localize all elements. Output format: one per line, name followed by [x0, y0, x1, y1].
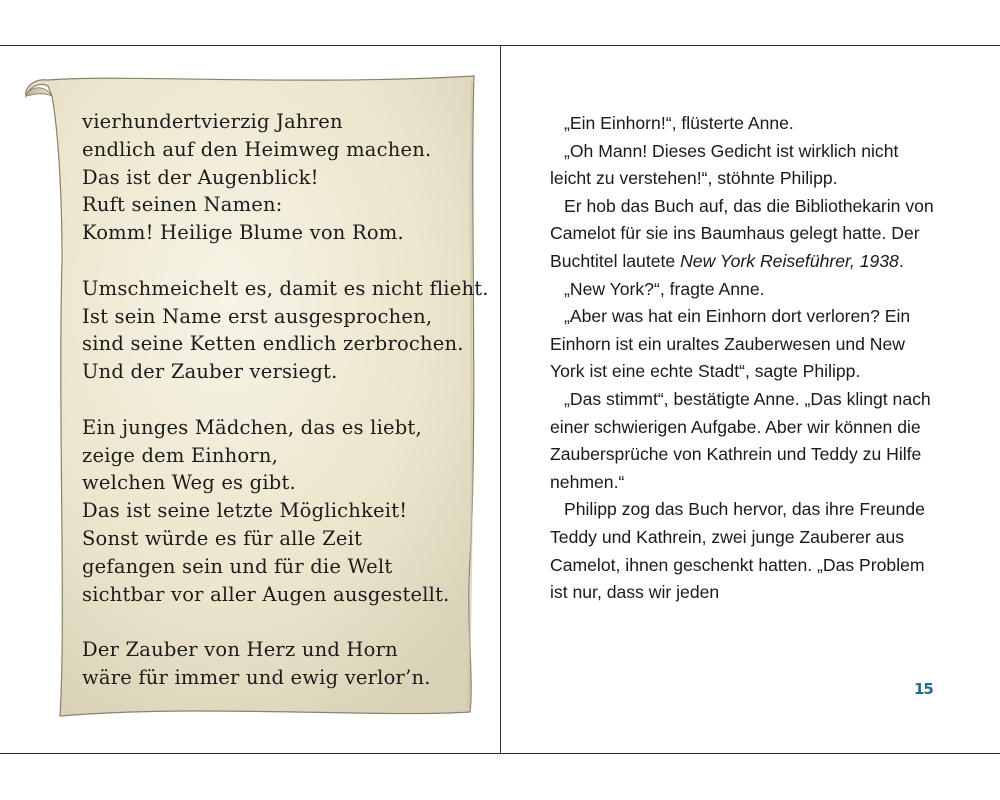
page-number: 15 [914, 680, 933, 698]
poem-line: Und der Zauber versiegt. [82, 360, 338, 384]
poem [82, 108, 489, 692]
paragraph-text: Er hob das Buch auf, das die Bibliothekarin von Camelot für sie ins Baumhaus gelegt hatte. Der Buchtitel lautete [550, 195, 934, 271]
poem-line: Ruft seinen Namen: [82, 193, 283, 217]
poem-line: Das ist seine letzte Möglichkeit! [82, 499, 408, 523]
poem-line: Komm! Heilige Blume von Rom. [82, 221, 404, 245]
poem-line: Ist sein Name erst ausgesprochen, [82, 304, 433, 328]
paragraph: „Ein Einhorn!“, flüsterte Anne. [564, 113, 794, 133]
story-text [550, 110, 940, 607]
paragraph: „Das stimmt“, bestätigte Anne. „Das klingt nach einer schwierigen Aufgabe. Aber wir können die Zaubersprüche von Kathrein und Teddy zu Hilfe nehmen.“ [550, 388, 931, 492]
paragraph: „Oh Mann! Dieses Gedicht ist wirklich nicht leicht zu verstehen!“, stöhnte Philipp. [550, 140, 899, 189]
poem-line: Sonst würde es für alle Zeit [82, 526, 363, 550]
poem-stanza-3 [82, 414, 462, 609]
poem-stanza-4 [82, 636, 462, 692]
poem-line: endlich auf den Heimweg machen. [82, 137, 432, 161]
page-gutter [500, 45, 501, 754]
poem-line: vierhundertvierzig Jahren [82, 110, 343, 133]
poem-stanza-2 [82, 275, 489, 386]
paragraph [550, 193, 940, 276]
poem-line: zeige dem Einhorn, [82, 443, 278, 467]
poem-stanza-1 [82, 108, 462, 247]
poem-line: sichtbar vor aller Augen ausgestellt. [82, 582, 450, 606]
poem-line: sind seine Ketten endlich zerbrochen. [82, 332, 464, 356]
paragraph: „New York?“, fragte Anne. [564, 278, 765, 299]
poem-line: Das ist der Augenblick! [82, 165, 319, 189]
poem-line: Der Zauber von Herz und Horn [82, 638, 398, 662]
paragraph-text: . [898, 250, 904, 271]
paragraph: „Aber was hat ein Einhorn dort verloren? Ein Einhorn ist ein uraltes Zauberwesen und New York ist eine echte Stadt“, sagte Philipp. [550, 306, 911, 382]
book-title: New York Reiseführer, 1938 [680, 250, 899, 271]
poem-line: Ein junges Mädchen, das es liebt, [82, 415, 422, 439]
poem-line: gefangen sein und für die Welt [82, 554, 393, 578]
poem-line: wäre für immer und ewig verlor’n. [82, 665, 431, 689]
poem-line: Umschmeichelt es, damit es nicht flieht. [82, 276, 489, 300]
poem-line: welchen Weg es gibt. [82, 471, 296, 495]
paragraph: Philipp zog das Buch hervor, das ihre Freunde Teddy und Kathrein, zwei junge Zauberer aus Camelot, ihnen geschenkt hatten. „Das Problem ist nur, dass wir jeden [550, 499, 925, 603]
